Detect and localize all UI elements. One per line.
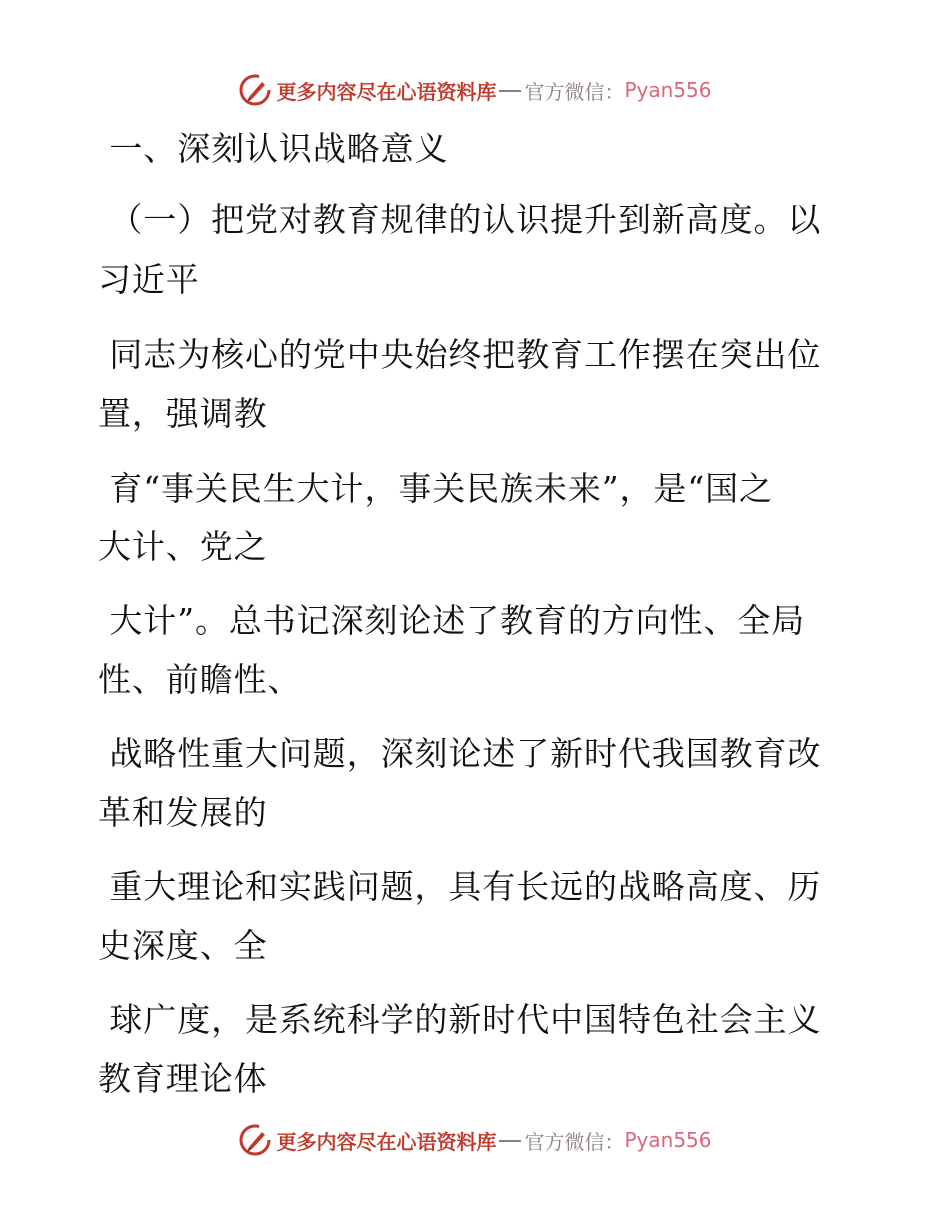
text-line: 同志为核心的党中央始终把教育工作摆在突出位	[98, 335, 822, 374]
pen-logo-icon	[238, 73, 272, 107]
watermark-account-label: 官方微信：	[524, 1129, 625, 1154]
text-line: 性、前瞻性、	[98, 660, 302, 699]
watermark-slogan: 更多内容尽在心语资料库	[276, 1129, 497, 1154]
text-line: 育“事关民生大计，事关民族未来”，是“国之	[98, 469, 773, 508]
section-heading: 一、深刻认识战略意义	[98, 129, 449, 168]
watermark-divider	[499, 90, 521, 92]
pen-logo-icon	[238, 1123, 272, 1157]
text-line: 球广度，是系统科学的新时代中国特色社会主义	[98, 1000, 822, 1039]
text-line: 习近平	[98, 260, 200, 299]
text-line: （一）把党对教育规律的认识提升到新高度。以	[98, 200, 822, 239]
header-watermark	[0, 70, 950, 110]
text-line: 革和发展的	[98, 793, 268, 832]
watermark-account-id: Pyan556	[624, 1128, 712, 1152]
text-line: 战略性重大问题，深刻论述了新时代我国教育改	[98, 734, 822, 773]
text-line: 置，强调教	[98, 394, 268, 433]
text-line: 大计、党之	[98, 527, 268, 566]
footer-watermark	[0, 1120, 950, 1160]
text-line: 史深度、全	[98, 926, 268, 965]
watermark-divider	[499, 1140, 521, 1142]
text-line: 重大理论和实践问题，具有长远的战略高度、历	[98, 867, 822, 906]
text-line: 教育理论体	[98, 1059, 268, 1098]
watermark-account-id: Pyan556	[624, 78, 712, 102]
watermark-slogan: 更多内容尽在心语资料库	[276, 79, 497, 104]
text-line: 大计”。总书记深刻论述了教育的方向性、全局	[98, 601, 806, 640]
watermark-account-label: 官方微信：	[524, 79, 625, 104]
